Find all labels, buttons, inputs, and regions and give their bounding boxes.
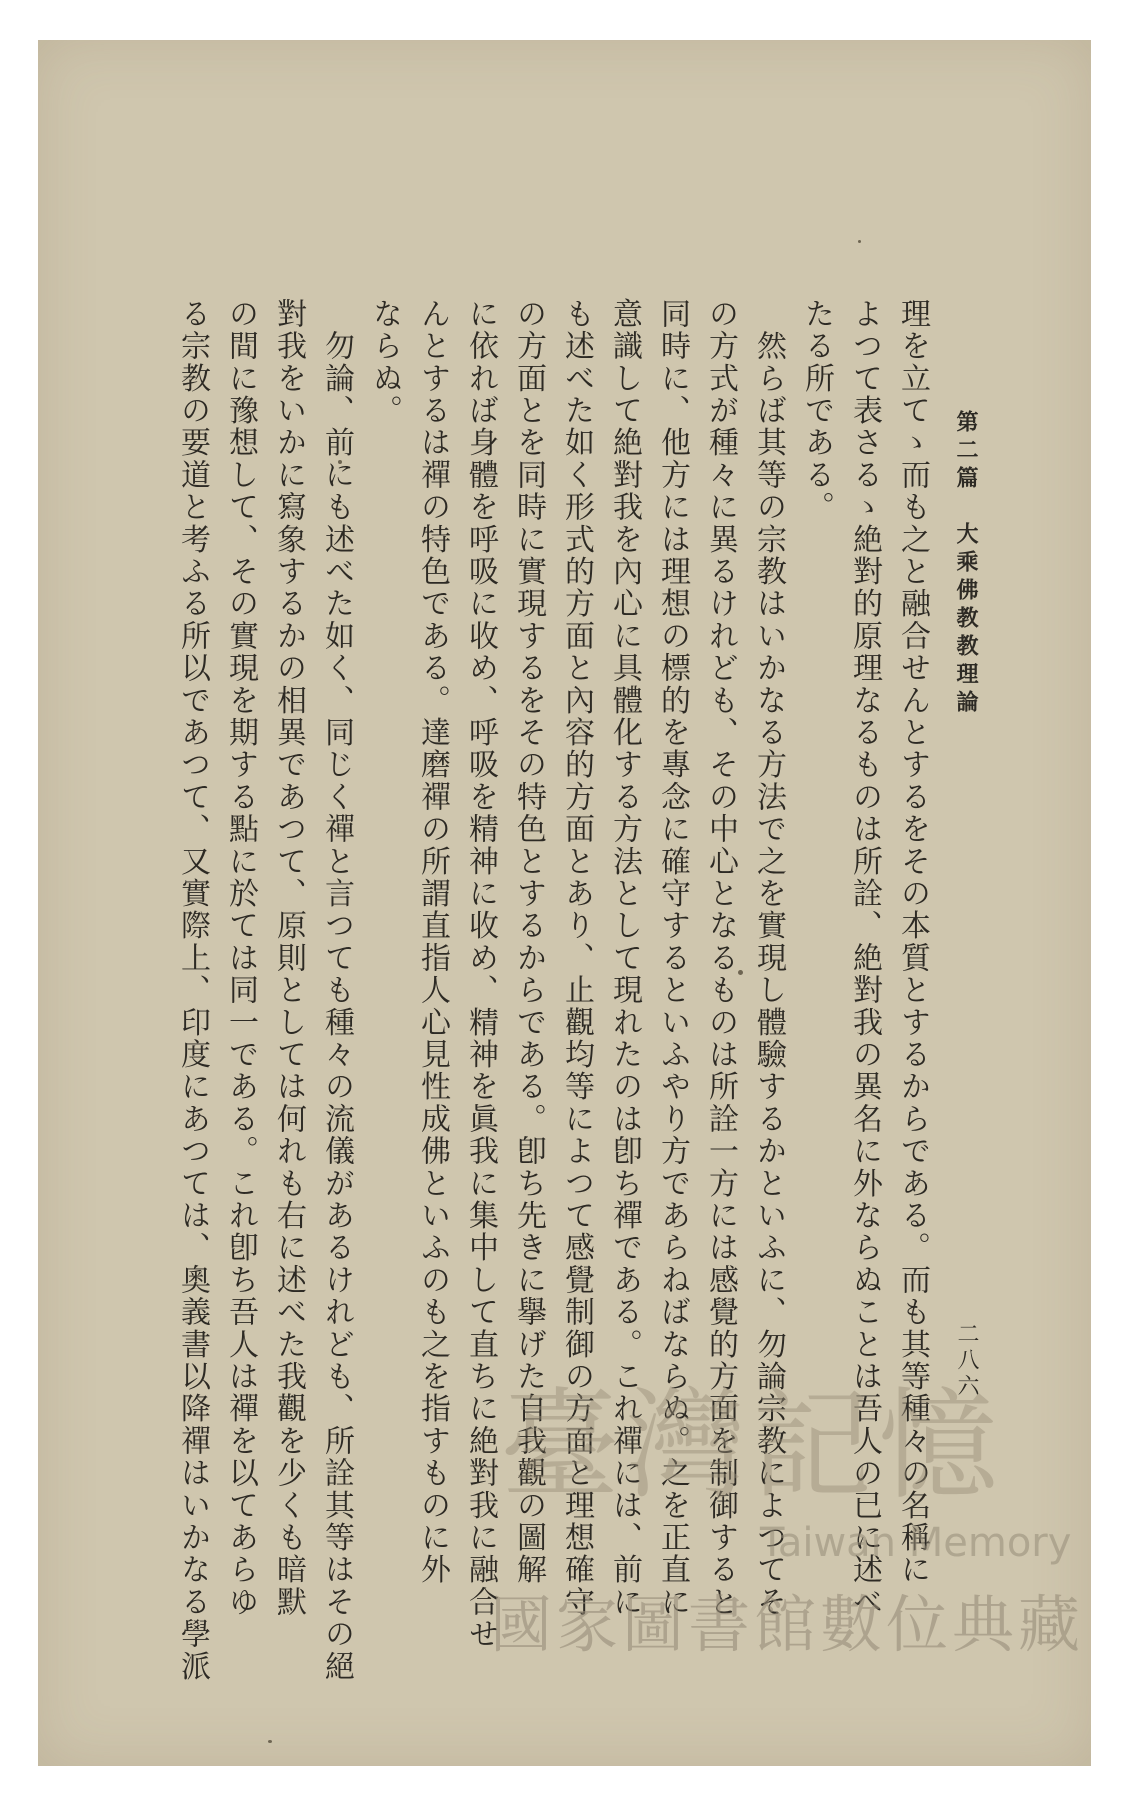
page-number: 二八六 [954,1322,979,1400]
text-column: の方面とを同時に實現するをその特色とするからである。卽ち先きに擧げた自我觀の圖解 [511,298,546,1586]
text-column: に依れば身體を呼吸に收め、呼吸を精神に收め、精神を眞我に集中して直ちに絶對我に融合せ [463,298,498,1651]
text-column: の方式が種々に異るけれども、その中心となるものは所詮一方には感覺的方面を制御すると [703,298,738,1619]
text-column: る宗教の要道と考ふる所以であつて、又實際上、印度にあつては、奧義書以降禪はいかなる學派 [175,298,210,1683]
paper-speck [268,1740,272,1743]
text-column: 對我をいかに寫象するかの相異であつて、原則としては何れも右に述べた我觀を少くも暗默 [271,298,306,1619]
text-column: 理を立てゝ而も之と融合せんとするをその本質とするからである。而も其等種々の名稱に [895,298,930,1586]
text-column: ならぬ。 [367,298,402,427]
watermark-logo: 臺灣記憶 [500,1377,1004,1516]
watermark-english: Taiwan Memory [760,1520,1072,1566]
text-column: 然らば其等の宗教はいかなる方法で之を實現し體驗するかといふに、勿論宗教によつてそ [751,298,786,1619]
text-column: たる所である。 [799,298,834,524]
text-column: んとするは禪の特色である。達磨禪の所謂直指人心見性成佛といふのも之を指すものに外 [415,298,450,1586]
chapter-header: 第二篇 大乘佛教教理論 [953,410,979,718]
text-column: の間に豫想して、その實現を期する點に於ては同一である。これ卽ち吾人は禪を以てあらゆ [223,298,258,1619]
watermark-chinese: 國家圖書館數位典藏 [490,1588,1085,1661]
text-column: も述べた如く形式的方面と內容的方面とあり、止觀均等によつて感覺制御の方面と理想確守 [559,298,594,1619]
paper-speck [858,240,861,243]
text-column: よつて表さるゝ絶對的原理なるものは所詮、絶對我の異名に外ならぬことは吾人の已に述べ [847,298,882,1619]
text-column: 勿論、前にも述べた如く、同じく禪と言つても種々の流儀があるけれども、所詮其等はその絕 [319,298,354,1683]
text-column: 同時に、他方には理想の標的を專念に確守するといふやり方であらねばならぬ。之を正直に [655,298,690,1619]
text-column: 意識して絶對我を內心に具體化する方法として現れたのは卽ち禪である。これ禪には、前に [607,298,642,1619]
paper-speck [738,970,743,975]
